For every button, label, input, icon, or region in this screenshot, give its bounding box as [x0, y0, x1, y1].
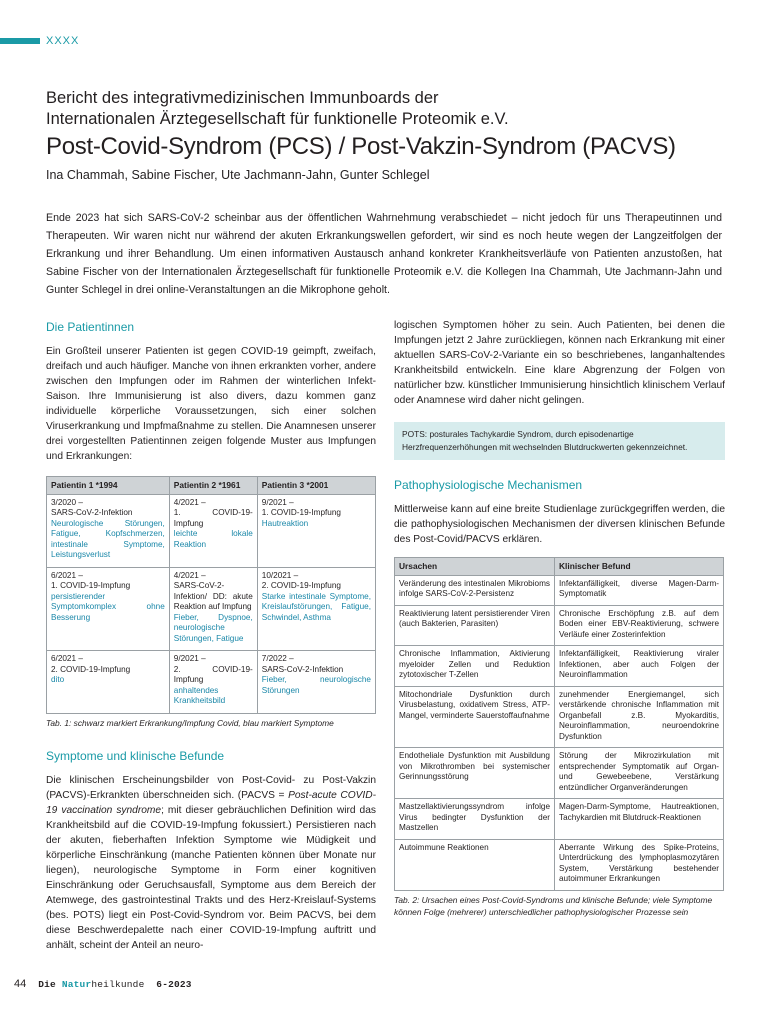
table-header-cell: Ursachen — [395, 558, 555, 576]
page-number: 44 — [14, 978, 27, 990]
left-column — [46, 318, 376, 953]
table-cell: Chronische Inflammation, Aktivierung myeloider Zellen und Reduktion zytotoxischer T-Zellen — [395, 646, 555, 687]
table-cell: 3/2020 – SARS-CoV-2-Infektion Neurologische Störungen, Fatigue, Kopfschmerzen, intestinale Symptome, Leistungsverlust — [47, 494, 170, 567]
table-row — [395, 575, 724, 605]
table-cell: Infektanfälligkeit, Reaktivierung viraler Infektionen, aber auch Folgen der Neuroinflammation — [555, 646, 724, 687]
article-header — [46, 88, 736, 184]
causes-table — [394, 557, 724, 891]
patients-paragraph: Ein Großteil unserer Patienten ist gegen COVID-19 geimpft, zweifach, dreifach und auch häufiger. Manche von ihnen erkrankten vorher, andere zwischen den Impfungen oder im Rahmen der winterlichen Infekt-Saison. Ihre Immunisierung ist also divers, dazu kommen ganz individuelle körperliche Voraussetzungen, sich einer solchen Viruserkrankung und Impfmaßnahme zu stellen. Die Anamnesen unserer drei vorgestellten Patientinnen zeigen folgende Muster aus Impfungen und Erkrankungen: — [46, 346, 376, 462]
table-header-cell: Patientin 2 *1961 — [169, 477, 257, 495]
causes-table-header — [395, 558, 724, 576]
table-cell: 9/2021 – 2. COVID-19-Impfung anhaltendes Krankheitsbild — [169, 651, 257, 714]
table-1-caption: Tab. 1: schwarz markiert Erkrankung/Impfung Covid, blau markiert Symptome — [46, 717, 334, 728]
right-column — [394, 318, 725, 918]
article-subtitle — [46, 88, 736, 130]
table-cell: 6/2021 – 1. COVID-19-Impfung persistierender Symptomkomplex ohne Besserung — [47, 567, 170, 651]
article-authors: Ina Chammah, Sabine Fischer, Ute Jachmann-Jahn, Gunter Schlegel — [46, 168, 430, 182]
table-cell: 4/2021 – SARS-CoV-2-Infektion/ DD: akute Reaktion auf Impfung Fieber, Dyspnoe, neurologische Störungen, Fatigue — [169, 567, 257, 651]
magazine-name: Die Naturheilkunde 6-2023 — [38, 979, 192, 990]
table-header-cell: Klinischer Befund — [555, 558, 724, 576]
table-cell: zunehmender Energiemangel, sich verstärkende chronische Inflammation mit Organbefall z.B. Myokarditis, Neuroinflammation, neuroendokrine Dysfunktion — [555, 686, 724, 748]
subtitle-line-1: Bericht des integrativmedizinischen Immunboards der — [46, 89, 439, 107]
issue-label: 6-2023 — [156, 979, 192, 990]
table-cell: 6/2021 – 2. COVID-19-Impfung dito — [47, 651, 170, 714]
table-cell: Infektanfälligkeit, diverse Magen-Darm-Symptomatik — [555, 575, 724, 605]
table-cell: Störung der Mikrozirkulation mit entsprechender Symptomatik auf Organ- und Gewebeebene, Verstärkung entzündlicher Organveränderungen — [555, 748, 724, 799]
section-heading-patients: Die Patientinnen — [46, 320, 135, 334]
symptoms-paragraph: Die klinischen Erscheinungsbilder von Post-Covid- zu Post-Vakzin (PACVS)-Erkrankten überschneiden sich. (PACVS = Post-acute COVID-19 vaccination syndrome; mit dieser gebräuchlichen Definition wird das Krankheitsbild auf die COVID-19-Impfung fokussiert.) Persistieren nach der akuten, fieberhaften Infektion Symptome wie Müdigkeit und körperliche Einschränkung (manche Patienten können über Monate nur liegen), neurologische Symptome in Form einer kognitiven Einschränkung oder Geruchsausfall, Symptome aus dem Bereich der Atemwege, des gastrointestinal Trakts und des Herz-Kreislauf-Systems (bes. POTS) liegt ein Post-Covid-Syndrom vor. Beim PACVS, bei dem diese Beschwerdepalette nach einer COVID-19-Impfung auftritt und anhält, scheint der Anteil an neuro- — [46, 774, 377, 951]
table-row — [395, 799, 724, 840]
table-row — [47, 494, 376, 567]
section-tag-label: XXXX — [46, 35, 80, 47]
table-cell: Mastzellaktivierungssyndrom infolge Virus bedingter Dysfunktion der Mastzellen — [395, 799, 555, 840]
continued-paragraph: logischen Symptomen höher zu sein. Auch Patienten, bei denen die Impfungen jetzt 2 Jahre zurückliegen, können nach Erkrankung mit einer aktuellen SARS-CoV-2-Variante ein so beschriebenes, langanhaltendes Krankheitsbild entwickeln. Eine klare Abgrenzung der Folgen von natürlicher bzw. künstlicher Immunisierung hinsichtlich klinischem Verlauf oder Anamnese wird daher nicht gelingen. — [394, 320, 725, 406]
table-cell: Veränderung des intestinalen Mikrobioms infolge SARS-CoV-2-Persistenz — [395, 575, 555, 605]
table-2-caption: Tab. 2: Ursachen eines Post-Covid-Syndroms und klinische Befunde; viele Symptome können Folge (mehrerer) unterschiedlicher pathophysiologischer Prozesse sein — [394, 894, 713, 917]
section-heading-mechanisms: Pathophysiologische Mechanismen — [394, 478, 583, 492]
table-cell: Autoimmune Reaktionen — [395, 839, 555, 890]
section-tag — [0, 34, 79, 48]
table-cell: Reaktivierung latent persistierender Viren (auch Bakterien, Parasiten) — [395, 605, 555, 646]
table-cell: 9/2021 – 1. COVID-19-Impfung Hautreaktion — [257, 494, 375, 567]
table-row — [395, 686, 724, 748]
page-footer — [14, 978, 192, 990]
table-header-cell: Patientin 3 *2001 — [257, 477, 375, 495]
table-cell: Mitochondriale Dysfunktion durch Virusbelastung, oxidativem Stress, ATP-Mangel, verminderte Sauerstoffaufnahme — [395, 686, 555, 748]
patient-table — [46, 476, 376, 714]
table-row — [395, 646, 724, 687]
table-row — [47, 567, 376, 651]
subtitle-line-2: Internationalen Ärztegesellschaft für funktionelle Proteomik e.V. — [46, 110, 509, 128]
section-accent-bar — [0, 38, 40, 44]
table-cell: Chronische Erschöpfung z.B. auf dem Boden einer EBV-Reaktivierung, schwere Verläufe einer Zosterinfektion — [555, 605, 724, 646]
table-cell: Aberrante Wirkung des Spike-Proteins, Unterdrückung des lymphoplasmozytären System, Verstärkung bestehender autoimmuner Erkrankungen — [555, 839, 724, 890]
article-title: Post-Covid-Syndrom (PCS) / Post-Vakzin-Syndrom (PACVS) — [46, 133, 676, 160]
intro-paragraph: Ende 2023 hat sich SARS-CoV-2 scheinbar aus der öffentlichen Wahrnehmung verabschiedet – nicht jedoch für uns Therapeutinnen und Therapeuten. Wir waren nicht nur während der akuten Erkrankungswellen gefordert, wir sind es noch heute wegen der Langzeitfolgen der Erkrankung und ihrer Behandlung. Um einen informativen Austausch anhand konkreter Krankheitsverläufe von Patienten anzustoßen, hat Sabine Fischer von der Internationalen Ärztegesellschaft für funktionelle Proteomik e.V. die Kollegen Ina Chammah, Ute Jachmann-Jahn und Gunter Schlegel in drei online-Veranstaltungen an die Mikrophone geholt. — [46, 212, 722, 296]
pots-note-box: POTS: posturales Tachykardie Syndrom, durch episodenartige Herzfrequenzerhöhungen mit wechselnden Blutdruckwerten gekennzeichnet. — [394, 422, 725, 460]
table-row — [395, 605, 724, 646]
mechanisms-paragraph: Mittlerweise kann auf eine breite Studienlage zurückgegriffen werden, die die pathophysiologischen Mechanismen der diversen klinischen Befunde des Post-Covid/PACVS erklären. — [394, 504, 725, 545]
table-cell: Magen-Darm-Symptome, Hautreaktionen, Tachykardien mit Blutdruck-Reaktionen — [555, 799, 724, 840]
table-row — [395, 839, 724, 890]
section-heading-symptoms: Symptome und klinische Befunde — [46, 748, 225, 763]
patient-table-header — [47, 477, 376, 495]
table-cell: 7/2022 – SARS-CoV-2-Infektion Fieber, neurologische Störungen — [257, 651, 375, 714]
table-cell: 10/2021 – 2. COVID-19-Impfung Starke intestinale Symptome, Kreislaufstörungen, Fatigue, Schwindel, Asthma — [257, 567, 375, 651]
table-cell: 4/2021 – 1. COVID-19-Impfung leichte lokale Reaktion — [169, 494, 257, 567]
table-row — [395, 748, 724, 799]
table-row — [47, 651, 376, 714]
table-header-cell: Patientin 1 *1994 — [47, 477, 170, 495]
table-cell: Endotheliale Dysfunktion mit Ausbildung von Mikrothromben bei systemischer Gerinnungsstörung — [395, 748, 555, 799]
